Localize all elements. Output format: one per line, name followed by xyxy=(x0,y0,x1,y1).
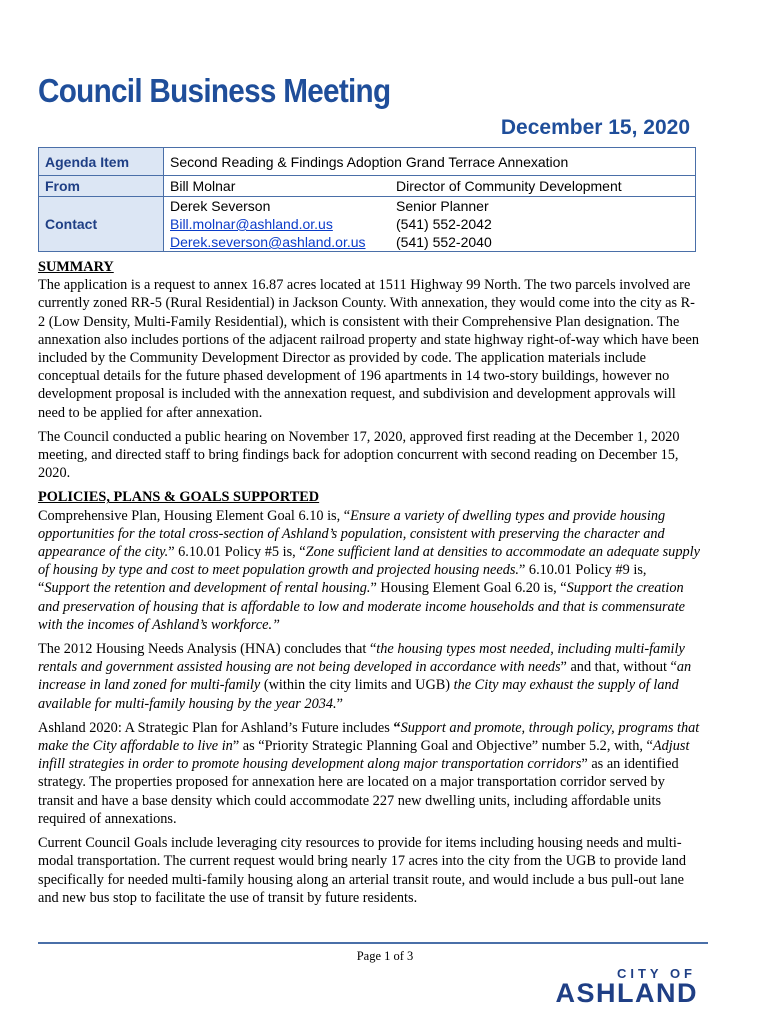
phone-number: (541) 552-2040 xyxy=(396,234,492,250)
policies-paragraph: Comprehensive Plan, Housing Element Goal 6.10 is, “Ensure a variety of dwelling types and provide housing opportunities for the total cross-section of Ashland’s population, consistent with preserving the character and appearance of the city.” 6.10.01 Policy #5 is, “Zone sufficient land at densities to accommodate an adequate supply of housing by type and cost to meet population growth and projected housing needs.” 6.10.01 Policy #9 is, “Support the retention and development of rental housing.” Housing Element Goal 6.20 is, “Support the creation and preservation of housing that is affordable to low and moderate income households and that is commensurate with the incomes of Ashland’s workforce.” xyxy=(38,507,700,633)
agenda-item-label: Agenda Item xyxy=(39,148,164,176)
policies-paragraph: Current Council Goals include leveraging city resources to provide for items including housing needs and multi-modal transportation. The current request would bring nearly 17 acres into the city from the UGB to provide land specifically for needed multi-family housing along an arterial transit route, and would include a bus pull-out lane and new bus stop to facilitate the use of transit by future residents. xyxy=(38,835,687,906)
summary-paragraph: The Council conducted a public hearing on November 17, 2020, approved first reading at the December 1, 2020 meeting, and directed staff to bring findings back for adoption concurrent with second reading on December 15, 2020. xyxy=(38,428,680,482)
from-value xyxy=(164,176,696,197)
logo-city-of: CITY OF xyxy=(616,966,696,981)
email-link[interactable]: Derek.severson@ashland.or.us xyxy=(170,234,366,250)
from-title: Senior Planner xyxy=(396,198,489,214)
policies-paragraph: The 2012 Housing Needs Analysis (HNA) concludes that “the housing types most needed, including multi-family rentals and government assisted housing are not being developed in accordance with needs” and that, without “an increase in land zoned for multi-family (within the city limits and UGB) the City may exhaust the supply of land available for multi-family housing by the year 2034.” xyxy=(38,641,692,712)
footer-divider xyxy=(38,942,708,944)
page-number: Page 1 of 3 xyxy=(356,949,414,963)
summary-paragraph: The application is a request to annex 16.87 acres located at 1511 Highway 99 North. The two parcels involved are currently zoned RR-5 (Rural Residential) in Jackson County. With annexation, they would come into the city as R-2 (Low Density, Multi-Family Residential), which is consistent with their Comprehensive Plan designation. The annexation also includes portions of the adjacent railroad property and state highway right-of-way which have been included by the Community Development Director as provided by code. The application materials include conceptual details for the future phased development of 196 apartments in 14 two-story buildings, however no development proposal is included with the annexation request, and subdivision and development approvals will need to be applied for after annexation. xyxy=(38,277,700,421)
agenda-item-value: Second Reading & Findings Adoption Grand Terrace Annexation xyxy=(164,148,696,176)
from-title: Director of Community Development xyxy=(396,178,622,194)
page-title: Council Business Meeting xyxy=(38,72,391,109)
agenda-info-table xyxy=(38,147,696,252)
summary-heading: SUMMARY xyxy=(38,259,114,275)
city-logo xyxy=(534,966,704,1010)
contact-value xyxy=(164,197,696,252)
logo-ashland: ASHLAND xyxy=(555,978,698,1008)
phone-number: (541) 552-2042 xyxy=(396,216,492,232)
contact-label: Contact xyxy=(39,197,164,252)
from-label: From xyxy=(39,176,164,197)
from-name: Bill Molnar xyxy=(170,178,236,194)
document-body xyxy=(38,258,700,913)
from-name: Derek Severson xyxy=(170,198,271,214)
meeting-date: December 15, 2020 xyxy=(500,116,690,139)
policies-heading: POLICIES, PLANS & GOALS SUPPORTED xyxy=(38,489,320,506)
policies-paragraph: Ashland 2020: A Strategic Plan for Ashland’s Future includes “Support and promote, through policy, programs that make the City affordable to live in” as “Priority Strategic Planning Goal and Objective” number 5.2, with, “Adjust infill strategies in order to promote housing development along major transportation corridors” as an identified strategy. The properties proposed for annexation here are located on a major transportation corridor served by transit and have a base density which could accommodate 227 new dwelling units, including affordable units required of annexations. xyxy=(38,719,700,827)
email-link[interactable]: Bill.molnar@ashland.or.us xyxy=(170,216,333,232)
